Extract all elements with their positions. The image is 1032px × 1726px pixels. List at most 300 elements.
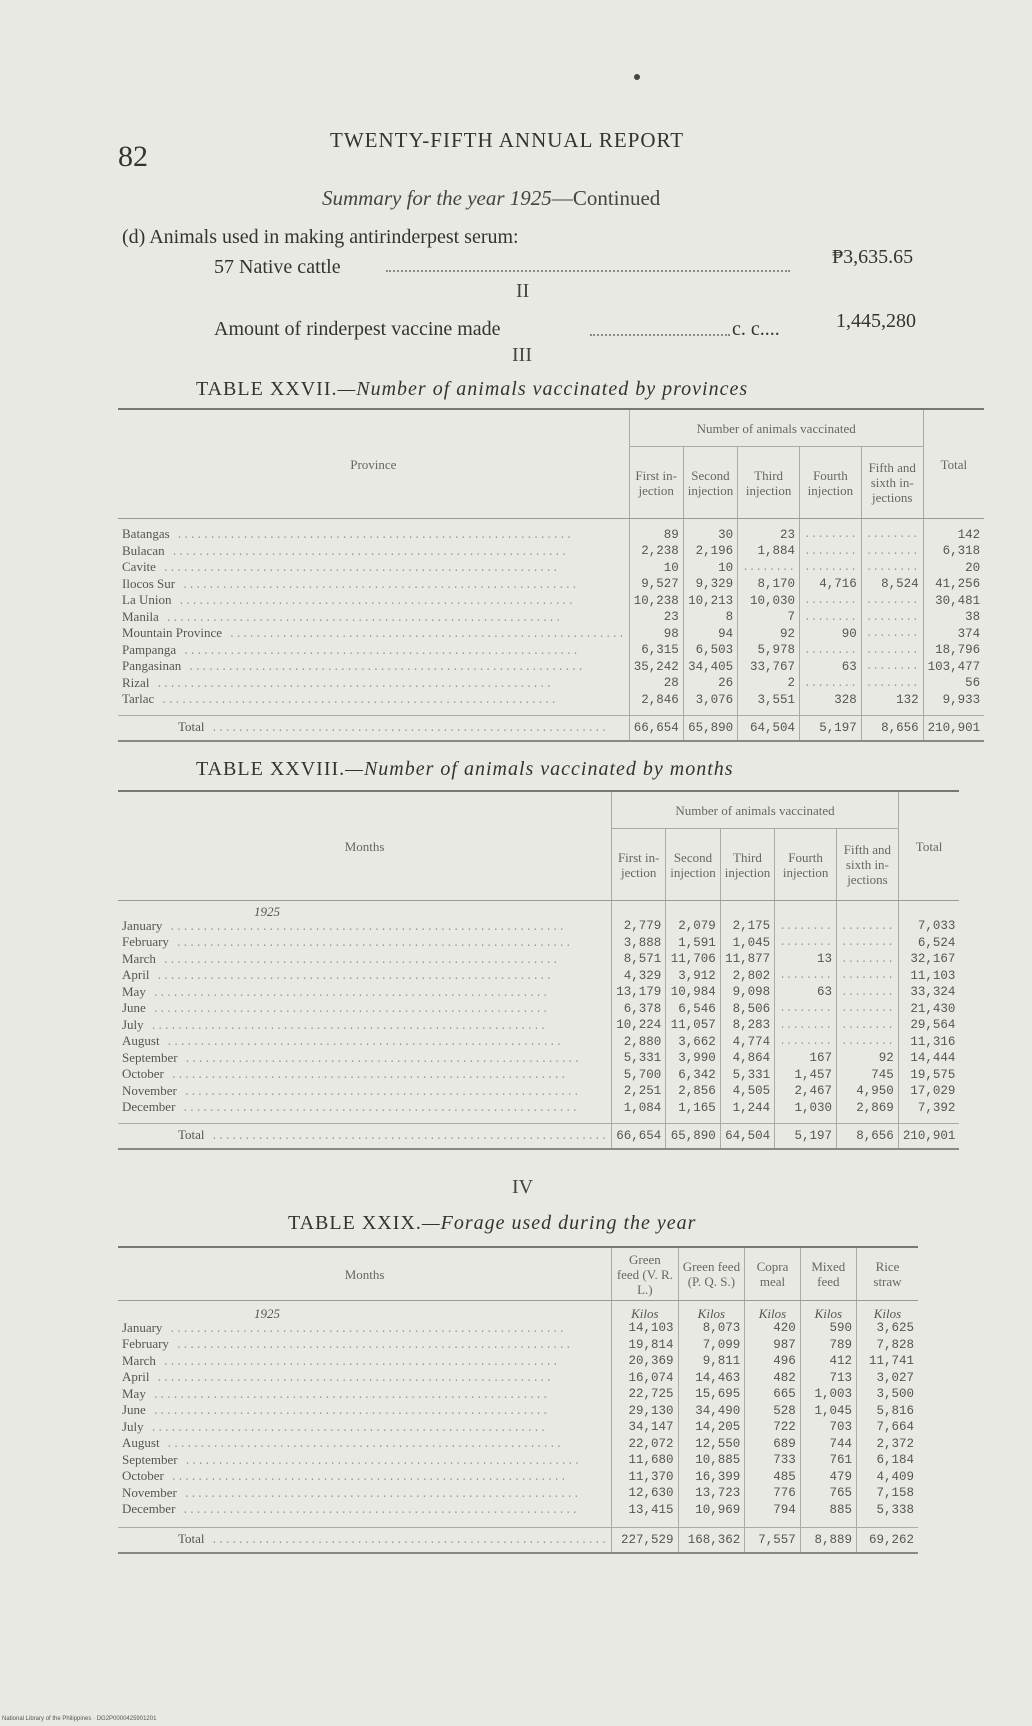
table29-cell: 590 <box>800 1321 856 1338</box>
table29-cell: 5,338 <box>856 1502 918 1519</box>
table27-cell <box>861 593 923 610</box>
table28-cell: 8,571 <box>612 952 666 969</box>
table27-row-label-leaders: ............................................................ <box>164 546 568 559</box>
table29-cell: 13,723 <box>678 1486 745 1503</box>
table29-row-label-text: February <box>122 1337 169 1351</box>
table28-cell: 32,167 <box>898 952 959 969</box>
table27-cell-empty: ........ <box>865 611 919 624</box>
table28-cell: 2,175 <box>720 919 774 936</box>
table28-row-label <box>118 1051 612 1068</box>
table27-cell: 10,030 <box>738 593 800 610</box>
table28-cell: 2,467 <box>775 1084 837 1101</box>
table27-cell <box>861 527 923 544</box>
table27-row <box>118 610 984 627</box>
table27-cell <box>800 560 862 577</box>
table28-cell-empty: ........ <box>841 920 894 933</box>
table28-col-1: First in-jection <box>612 829 666 901</box>
table27-row-label-text: Mountain Province <box>122 626 223 640</box>
table28-cell <box>775 1001 837 1018</box>
table27-cell: 8 <box>683 610 737 627</box>
table27-row-label <box>118 544 629 561</box>
table27-cell-empty: ........ <box>804 545 857 558</box>
summary-title-text: Summary for the year 1925 <box>322 186 552 210</box>
table27-cell <box>861 659 923 676</box>
table27-cell <box>861 560 923 577</box>
table27-cell-empty: ........ <box>804 611 857 624</box>
table29-row <box>118 1337 918 1354</box>
table27-top-space-cell <box>923 519 984 528</box>
table29-row <box>118 1403 918 1420</box>
table27-row-label-text: Bulacan <box>122 543 165 558</box>
table28-cell: 1,084 <box>612 1100 666 1117</box>
table29-cell: 665 <box>745 1387 800 1404</box>
table28-row-label-text: April <box>122 968 150 982</box>
table28-cell: 9,098 <box>720 985 774 1002</box>
table27-col-4: Fourth injection <box>800 447 862 519</box>
table29-row-label-leaders: ............................................................ <box>177 1455 581 1468</box>
table28-row-label <box>118 985 612 1002</box>
table28-row-label-leaders: ............................................................ <box>145 987 549 1000</box>
table28-cell: 10,984 <box>666 985 720 1002</box>
table28-cell <box>837 1001 899 1018</box>
table28-cell: 2,802 <box>720 968 774 985</box>
table29-cell: 703 <box>800 1420 856 1437</box>
table28-row <box>118 919 959 936</box>
table29-row-header: Months <box>118 1247 612 1301</box>
table28-row-label-text: March <box>122 951 156 966</box>
table27-cell: 63 <box>800 659 862 676</box>
table28-cell: 6,546 <box>666 1001 720 1018</box>
table29-row-label <box>118 1337 612 1354</box>
table29-cell: 885 <box>800 1502 856 1519</box>
table28-total-label <box>118 1123 612 1149</box>
table27-cell: 2,238 <box>629 544 683 561</box>
table27-cell-empty: ........ <box>865 545 919 558</box>
table27-top-space-cell <box>738 519 800 528</box>
table27-total-cell: 8,656 <box>861 715 923 741</box>
table29-cell: 733 <box>745 1453 800 1470</box>
table27-row-label-text: Cavite <box>122 560 156 574</box>
table27-cell: 20 <box>923 560 984 577</box>
table29-caption-title: —Forage used during the year <box>421 1212 697 1234</box>
table29-cell: 29,130 <box>612 1403 678 1420</box>
table29-row-label <box>118 1502 612 1519</box>
item-d-value: ₱3,635.65 <box>832 246 914 268</box>
table27-cell: 34,405 <box>683 659 737 676</box>
table28-total-cell: 65,890 <box>666 1123 720 1149</box>
table28-total-cell: 64,504 <box>720 1123 774 1149</box>
table27-row-label <box>118 560 629 577</box>
table27-caption-title: —Number of animals vaccinated by provinces <box>337 378 749 400</box>
table28-row-label <box>118 1001 612 1018</box>
table28-row-label-leaders: ............................................................ <box>168 938 572 950</box>
table29-cell: 987 <box>745 1337 800 1354</box>
table27-row-label-leaders: ............................................................ <box>155 563 559 575</box>
table29-row-label <box>118 1420 612 1437</box>
table28-row-label <box>118 1100 612 1117</box>
table28-cell: 2,869 <box>837 1100 899 1117</box>
table29-cell: 12,550 <box>678 1436 745 1453</box>
table29-row-label-text: October <box>122 1469 164 1483</box>
table27-cell <box>738 560 800 577</box>
table28-cell: 1,591 <box>666 935 720 952</box>
table27-row <box>118 544 984 561</box>
table29-cell: 10,969 <box>678 1502 745 1519</box>
table27-row-label-leaders: ............................................................ <box>175 579 578 592</box>
table28-total-row <box>118 1123 959 1149</box>
footer-credit: National Library of the Philippines · DG2P0000425901201 <box>2 1716 157 1722</box>
table27-cell: 9,329 <box>683 577 737 594</box>
table29-row <box>118 1321 918 1338</box>
table28-total-cell: 5,197 <box>775 1123 837 1149</box>
table27-cell: 10 <box>629 560 683 577</box>
table27 <box>118 408 984 742</box>
table28-col-5: Fifth and sixth in-jections <box>837 829 899 901</box>
table28-row <box>118 1100 959 1117</box>
table27-cell: 41,256 <box>923 577 984 594</box>
table27-row-label-leaders: ............................................................ <box>149 678 553 691</box>
table28-row-label-text: January <box>122 918 163 933</box>
table28-cell: 4,774 <box>720 1034 774 1051</box>
table27-col-total: Total <box>923 409 984 519</box>
table29-cell: 713 <box>800 1370 856 1387</box>
table29-row-label-leaders: ............................................................ <box>176 1488 580 1501</box>
table27-cell: 328 <box>800 692 862 709</box>
table27-cell-empty: ........ <box>804 677 857 690</box>
table28-row <box>118 985 959 1002</box>
table28-cell: 2,856 <box>666 1084 720 1101</box>
table27-total-label-leaders: ............................................................ <box>204 722 608 735</box>
table29-cell: 22,725 <box>612 1387 678 1404</box>
table27-total-cell: 5,197 <box>800 715 862 741</box>
table27-total-row <box>118 715 984 741</box>
table29-body <box>118 1301 918 1553</box>
table27-cell <box>800 610 862 627</box>
table29-caption-prefix: TABLE XXIX. <box>288 1212 422 1234</box>
table27-cell: 142 <box>923 527 984 544</box>
table27-cell-empty: ........ <box>865 644 919 657</box>
table29-cell: 14,205 <box>678 1420 745 1437</box>
table27-cell: 33,767 <box>738 659 800 676</box>
table28-cell: 4,329 <box>612 968 666 985</box>
table29-col-3: Copra meal <box>745 1247 800 1301</box>
item-d-leaders <box>386 270 790 272</box>
summary-title <box>322 186 660 211</box>
table29-total-cell: 168,362 <box>678 1527 745 1553</box>
table27-row-label-text: Batangas <box>122 527 170 541</box>
table28-cell: 1,244 <box>720 1100 774 1117</box>
table28-cell: 8,283 <box>720 1018 774 1035</box>
table29-cell: 528 <box>745 1403 800 1420</box>
table28-row-label-text: June <box>122 1001 146 1015</box>
table29-cell: 8,073 <box>678 1321 745 1338</box>
table29-cell: 14,103 <box>612 1321 678 1338</box>
table27-row <box>118 593 984 610</box>
table27-cell: 18,796 <box>923 643 984 660</box>
table27-row-label-leaders: ............................................................ <box>158 612 562 625</box>
table28-cell: 2,779 <box>612 919 666 936</box>
table28-cell: 17,029 <box>898 1084 959 1101</box>
table27-cell: 374 <box>923 626 984 643</box>
table28-cell <box>775 1018 837 1035</box>
table29-unit: Kilos <box>612 1307 678 1321</box>
table29-cell: 19,814 <box>612 1337 678 1354</box>
table27-row-label-leaders: ............................................................ <box>169 530 573 542</box>
table27-row <box>118 659 984 676</box>
table28-cell: 63 <box>775 985 837 1002</box>
table29-row-label-text: November <box>122 1485 177 1500</box>
table28-row-label <box>118 919 612 936</box>
table29-cell: 7,828 <box>856 1337 918 1354</box>
table29-cell: 689 <box>745 1436 800 1453</box>
table29-row <box>118 1486 918 1503</box>
table28-cell-empty: ........ <box>779 970 832 982</box>
table29-cell: 3,027 <box>856 1370 918 1387</box>
table27-row-label-text: Manila <box>122 609 159 624</box>
table28-total-label-leaders: ............................................................ <box>204 1130 608 1143</box>
table28-cell: 8,506 <box>720 1001 774 1018</box>
table29-row-label-leaders: ............................................................ <box>155 1356 559 1369</box>
table29-total-cell: 69,262 <box>856 1527 918 1553</box>
table27-cell <box>861 544 923 561</box>
table29-total-cell: 8,889 <box>800 1527 856 1553</box>
table28-row-label <box>118 1067 612 1084</box>
table28-year-pad <box>898 905 959 919</box>
table28-row <box>118 968 959 985</box>
table28-cell: 4,505 <box>720 1084 774 1101</box>
table29-cell: 14,463 <box>678 1370 745 1387</box>
table28-row <box>118 1084 959 1101</box>
table28-cell: 3,912 <box>666 968 720 985</box>
vaccine-unit: c. c.... <box>732 318 780 340</box>
table28-total-cell: 66,654 <box>612 1123 666 1149</box>
table28-cell-empty: ........ <box>841 1003 894 1015</box>
table29-cell: 765 <box>800 1486 856 1503</box>
table27-cell: 98 <box>629 626 683 643</box>
table29-row-label-text: August <box>122 1436 160 1450</box>
table27-cell: 2,846 <box>629 692 683 709</box>
table28-col-2: Second injection <box>666 829 720 901</box>
table27-row-label-leaders: ............................................................ <box>176 645 579 658</box>
table29-cell: 776 <box>745 1486 800 1503</box>
table28-caption-prefix: TABLE XXVIII. <box>196 758 346 780</box>
table29-total-cell: 7,557 <box>745 1527 800 1553</box>
table27-cell: 10,238 <box>629 593 683 610</box>
table28-cell <box>837 1018 899 1035</box>
table27-row-label <box>118 527 629 544</box>
table27-cell: 3,076 <box>683 692 737 709</box>
table27-row <box>118 676 984 693</box>
table28-cell: 33,324 <box>898 985 959 1002</box>
table28-cell-empty: ........ <box>779 1003 832 1015</box>
table29-row-label-text: January <box>122 1320 163 1335</box>
table28-col-total: Total <box>898 791 959 901</box>
table27-cell: 1,884 <box>738 544 800 561</box>
table29-cell: 11,680 <box>612 1453 678 1470</box>
table28-row-label-text: May <box>122 984 146 999</box>
table27-row-label <box>118 692 629 709</box>
table27-row <box>118 643 984 660</box>
table27-cell: 9,527 <box>629 577 683 594</box>
table28-cell: 92 <box>837 1051 899 1068</box>
table29-row <box>118 1502 918 1519</box>
table29-cell: 9,811 <box>678 1354 745 1371</box>
table28-cell <box>837 935 899 952</box>
table28-cell: 10,224 <box>612 1018 666 1035</box>
table29-row-label-leaders: ............................................................ <box>175 1505 579 1517</box>
item-d-sub: 57 Native cattle <box>214 256 341 278</box>
table28-cell <box>837 919 899 936</box>
table29-cell: 16,074 <box>612 1370 678 1387</box>
table29-cell: 15,695 <box>678 1387 745 1404</box>
table28-cell: 2,880 <box>612 1034 666 1051</box>
table28-row-label-leaders: ............................................................ <box>162 921 566 934</box>
table27-total-label <box>118 715 629 741</box>
table28-total-cell: 8,656 <box>837 1123 899 1149</box>
table27-cell-empty: ........ <box>865 628 919 640</box>
table28-cell-empty: ........ <box>841 937 894 949</box>
table29-cell: 34,490 <box>678 1403 745 1420</box>
table29-total-cell: 227,529 <box>612 1527 678 1553</box>
table27-cell-empty: ........ <box>865 529 919 541</box>
table27-cell: 8,170 <box>738 577 800 594</box>
table27-cell: 103,477 <box>923 659 984 676</box>
table27-cell: 9,933 <box>923 692 984 709</box>
table29-cell: 722 <box>745 1420 800 1437</box>
table28-row-label-text: August <box>122 1034 160 1048</box>
table28-cell: 6,342 <box>666 1067 720 1084</box>
table28-row-label-text: February <box>122 935 169 949</box>
table27-cell <box>861 610 923 627</box>
table29-cell: 4,409 <box>856 1469 918 1486</box>
table27-cell <box>800 593 862 610</box>
table28-row-label-text: December <box>122 1100 176 1114</box>
table28-row-label <box>118 968 612 985</box>
table29-cell: 7,158 <box>856 1486 918 1503</box>
table29-bottom-space-cell <box>678 1519 745 1528</box>
table28-cell-empty: ........ <box>779 920 832 933</box>
table27-row-label <box>118 659 629 676</box>
table29-unit: Kilos <box>856 1307 918 1321</box>
table29-cell: 744 <box>800 1436 856 1453</box>
table27-cell: 38 <box>923 610 984 627</box>
table29-row-label <box>118 1321 612 1338</box>
table29-cell: 11,370 <box>612 1469 678 1486</box>
table27-cell-empty: ........ <box>865 595 919 607</box>
table27-cell: 56 <box>923 676 984 693</box>
table28-row-label-leaders: ............................................................ <box>149 971 553 983</box>
table29-row <box>118 1387 918 1404</box>
table28-cell: 5,331 <box>612 1051 666 1068</box>
table29-row-label-leaders: ............................................................ <box>162 1323 566 1336</box>
table29-cell: 5,816 <box>856 1403 918 1420</box>
table28-cell-empty: ........ <box>841 953 894 966</box>
table27-cell: 10,213 <box>683 593 737 610</box>
table29-year: 1925 <box>254 1307 280 1321</box>
table29-cell: 479 <box>800 1469 856 1486</box>
table28-col-3: Third injection <box>720 829 774 901</box>
table28-total-cell: 210,901 <box>898 1123 959 1149</box>
table27-row-label <box>118 577 629 594</box>
table29-unit: Kilos <box>800 1307 856 1321</box>
table27-row-label <box>118 593 629 610</box>
table27-cell: 94 <box>683 626 737 643</box>
table29-total-label-text: Total <box>178 1530 205 1546</box>
table28-cell: 4,864 <box>720 1051 774 1068</box>
table29-row-label <box>118 1436 612 1453</box>
table27-cell <box>861 643 923 660</box>
table29-bottom-space-cell <box>612 1519 678 1528</box>
table27-cell <box>861 626 923 643</box>
table27-total-cell: 65,890 <box>683 715 737 741</box>
table27-total-cell: 210,901 <box>923 715 984 741</box>
table29-unit: Kilos <box>678 1307 745 1321</box>
table29-row-label-leaders: ............................................................ <box>149 1373 553 1385</box>
table27-caption-prefix: TABLE XXVII. <box>196 378 338 400</box>
table29-cell: 7,099 <box>678 1337 745 1354</box>
table28-year: 1925 <box>254 905 280 919</box>
section-ii: II <box>516 280 530 302</box>
table27-top-space-cell <box>629 519 683 528</box>
table28-cell <box>837 985 899 1002</box>
table27-row-label <box>118 626 629 643</box>
table29 <box>118 1246 918 1554</box>
table29-cell: 20,369 <box>612 1354 678 1371</box>
table28-cell: 29,564 <box>898 1018 959 1035</box>
table28-cell: 2,251 <box>612 1084 666 1101</box>
table29-cell: 1,003 <box>800 1387 856 1404</box>
table29-row-label-leaders: ............................................................ <box>145 1406 549 1418</box>
table29-cell: 7,664 <box>856 1420 918 1437</box>
table27-top-space-cell <box>683 519 737 528</box>
table27-cell: 23 <box>738 527 800 544</box>
table29-row-label-text: September <box>122 1452 178 1467</box>
table28-year-pad <box>775 905 837 919</box>
table28-year-pad <box>666 905 720 919</box>
table28-cell: 1,030 <box>775 1100 837 1117</box>
table28-row <box>118 1034 959 1051</box>
table28-caption <box>196 758 734 781</box>
table29-col-1: Green feed (V. R. L.) <box>612 1247 678 1301</box>
table29-unit: Kilos <box>745 1307 800 1321</box>
table28-row-label-leaders: ............................................................ <box>176 1086 580 1099</box>
table28-col-4: Fourth injection <box>775 829 837 901</box>
table27-caption <box>196 378 748 401</box>
table27-row-label-text: Pangasinan <box>122 659 182 673</box>
table27-cell: 2 <box>738 676 800 693</box>
table28-cell <box>775 919 837 936</box>
table28-cell: 1,045 <box>720 935 774 952</box>
table28-caption-title: —Number of animals vaccinated by months <box>345 758 734 780</box>
table29-bottom-space-cell <box>118 1519 612 1528</box>
table27-cell-empty: ........ <box>865 661 919 673</box>
table28-cell <box>837 952 899 969</box>
table28-cell <box>775 968 837 985</box>
table28-row-label <box>118 1034 612 1051</box>
table29-cell: 2,372 <box>856 1436 918 1453</box>
table28-cell: 4,950 <box>837 1084 899 1101</box>
table29-cell: 1,045 <box>800 1403 856 1420</box>
table27-cell-empty: ........ <box>865 677 919 690</box>
section-iv: IV <box>512 1176 534 1198</box>
table29-row-label-text: December <box>122 1502 176 1516</box>
table28-row-label-leaders: ............................................................ <box>159 1037 563 1049</box>
table27-row <box>118 577 984 594</box>
table27-cell: 6,503 <box>683 643 737 660</box>
table29-row-label-text: May <box>122 1386 146 1401</box>
table29-row-label <box>118 1403 612 1420</box>
table27-cell: 28 <box>629 676 683 693</box>
